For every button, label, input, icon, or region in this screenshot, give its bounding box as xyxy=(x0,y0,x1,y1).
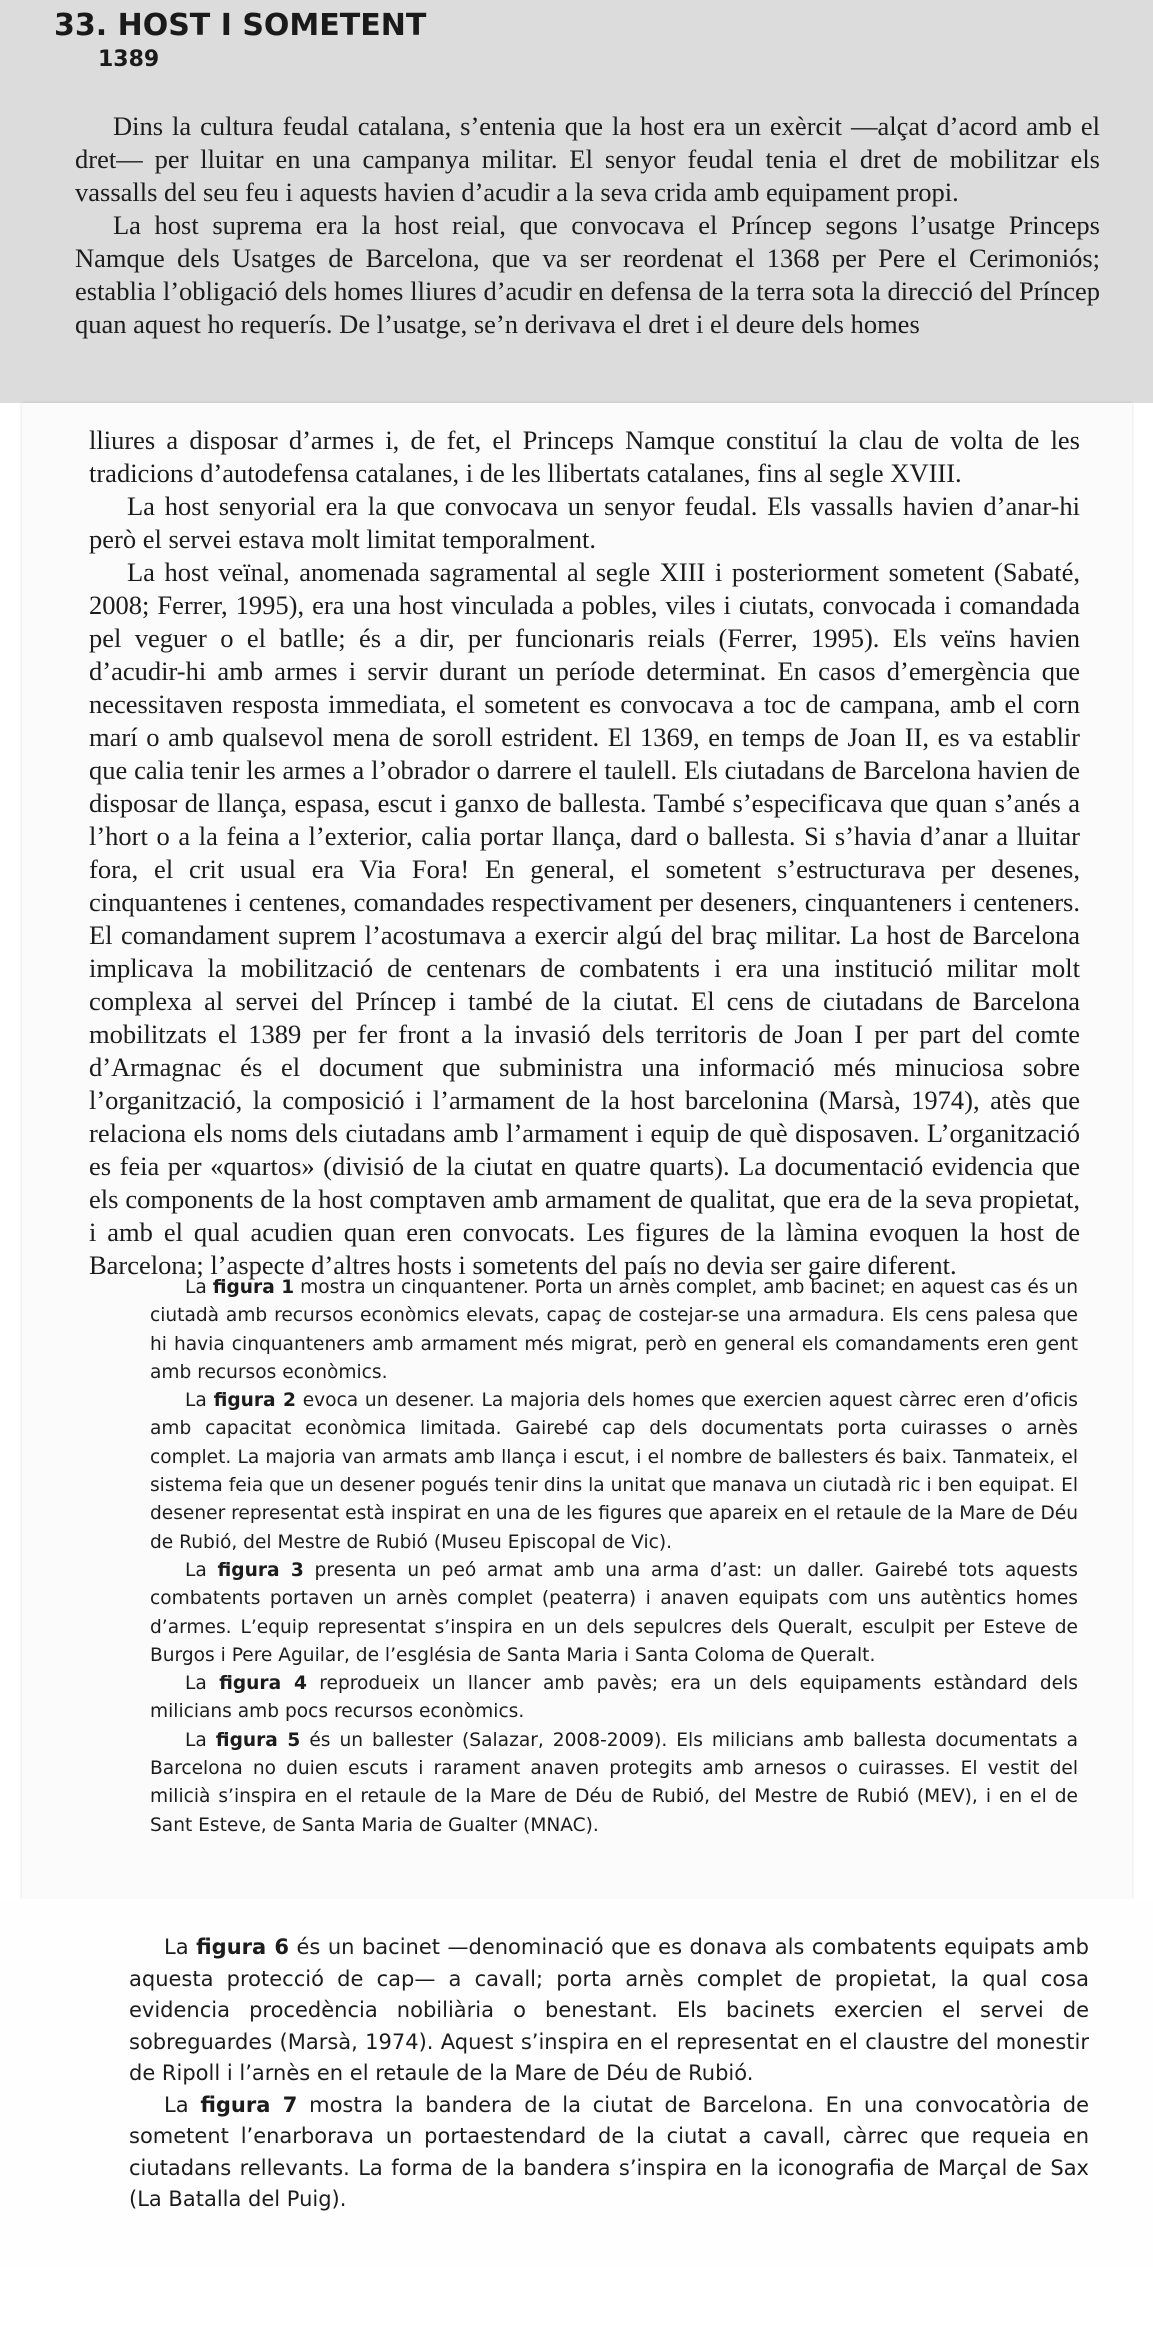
figure-note-lead: La xyxy=(185,1673,207,1695)
paragraph: Dins la cultura feudal catalana, s’entenia que la host era un exèrcit —alçat d’acord amb el dret— per lluitar en una campanya militar. El senyor feudal tenia el dret de mobilitzar els vassalls del seu feu i aquests havien d’acudir a la seva crida amb equipament propi. xyxy=(75,111,1100,207)
paragraph: lliures a disposar d’armes i, de fet, el Princeps Namque constituí la clau de volta de les tradicions d’autodefensa catalanes, i de les llibertats catalanes, fins al segle XVIII. xyxy=(89,425,1080,488)
figure-note-text: mostra un cinquantener. Porta un arnès complet, amb bacinet; en aquest cas és un ciutadà amb recursos econòmics elevats, capaç de costejar-se una armadura. Els cens palesa que hi havia cinquanteners amb armament més migrat, però en general els comandaments eren gent amb recursos econòmics. xyxy=(150,1277,1079,1383)
chapter-title: 33. HOST I SOMETENT xyxy=(54,8,427,43)
figure-note-label: figura 7 xyxy=(200,2092,298,2117)
figure-note-lead: La xyxy=(164,1935,189,1959)
intro-text-block xyxy=(75,110,1100,341)
figure-note-text: evoca un desener. La majoria dels homes que exercien aquest càrrec eren d’oficis amb capacitat econòmica limitada. Gairebé cap dels documentats porta cuirasses o arnès complet. La majoria van armats amb llança i escut, i el nombre de ballesters és baix. Tanmateix, el sistema feia que un desener pogués tenir dins la unitat que manava un ciutadà ric i ben equipat. El desener representat està inspirat en una de les figures que apareix en el retaule de la Mare de Déu de Rubió, del Mestre de Rubió (Museu Episcopal de Vic). xyxy=(150,1390,1078,1553)
figure-note-lead: La xyxy=(185,1729,207,1751)
chapter-header xyxy=(54,6,426,74)
figure-note-label: figura 1 xyxy=(212,1277,295,1298)
figure-note-lead: La xyxy=(185,1390,207,1412)
figure-note-label: figura 2 xyxy=(213,1390,296,1412)
figure-note-label: figura 5 xyxy=(215,1729,301,1751)
paragraph: La host veïnal, anomenada sagramental al segle XIII i posteriorment sometent (Sabaté, 2008; Ferrer, 1995), era una host vinculada a pobles, viles i ciutats, convocada i comandada pel veguer o el batlle; és a dir, per funcionaris reials (Ferrer, 1995). Els veïns havien d’acudir-hi amb armes i servir durant un període determinat. En casos d’emergència que necessitaven resposta immediata, el sometent es convocava a toc de campana, amb el corn marí o amb qualsevol mena de soroll estrident. El 1369, en temps de Joan II, es va establir que calia tenir les armes a l’obrador o darrere el taulell. Els ciutadans de Barcelona havien de disposar de llança, espasa, escut i ganxo de ballesta. També s’especificava que quan s’anés a l’hort o a la feina a l’exterior, calia portar llança, dard o ballesta. Si s’havia d’anar a lluitar fora, el crit usual era Via Fora! En general, el sometent s’estructurava per desenes, cinquantenes i centenes, comandades respectivament per deseners, cinquanteners i centeners. El comandament suprem l’acostumava a exercir algú del braç militar. La host de Barcelona implicava la mobilització de centenars de combatents i era una institució militar molt complexa al servei del Príncep i també de la ciutat. El cens de ciutadans de Barcelona mobilitzats el 1389 per fer front a la invasió dels territoris de Joan I per part del comte d’Armagnac és el document que subministra una informació més minuciosa sobre l’organització, la composició i l’armament de la host barcelonina (Marsà, 1974), atès que relaciona els noms dels ciutadans amb l’armament i equip de què disposaven. L’organització es feia per «quartos» (divisió de la ciutat en quatre quarts). La documentació evidencia que els components de la host comptaven amb armament de qualitat, que era de la seva propietat, i amb el qual acudien quan eren convocats. Les figures de la làmina evoquen la host de Barcelona; l’aspecte d’altres hosts i sometents del país no devia ser gaire diferent. xyxy=(89,557,1080,1280)
figure-note-text: és un bacinet —denominació que es donava als combatents equipats amb aquesta protecció de cap— a cavall; porta arnès complet de propietat, la qual cosa evidencia procedència nobiliària o benestant. Els bacinets exercien el servei de sobreguardes (Marsà, 1974). Aquest s’inspira en el representat en el claustre del monestir de Ripoll i l’arnès en el retaule de la Mare de Déu de Rubió. xyxy=(129,1935,1089,2085)
main-text-block xyxy=(89,424,1080,1282)
figure-note-lead: La xyxy=(164,2092,189,2117)
figure-note-label: figura 6 xyxy=(196,1935,289,1959)
chapter-year: 1389 xyxy=(98,47,160,72)
figure-note-5 xyxy=(150,1727,1078,1840)
figure-note-text: reprodueix un llancer amb pavès; era un dels equipaments estàndard dels milicians amb pocs recursos econòmics. xyxy=(150,1673,1078,1723)
bottom-notes-block xyxy=(129,1932,1089,2216)
figure-note-text: presenta un peó armat amb una arma d’ast: un daller. Gairebé tots aquests combatents portaven un arnès complet (peaterra) i anaven equipats com uns autèntics homes d’armes. L’equip representat s’inspira en un dels sepulcres dels Queralt, esculpit per Esteve de Burgos i Pere Aguilar, de l’església de Santa Maria i Santa Coloma de Queralt. xyxy=(150,1559,1078,1666)
figure-note-3 xyxy=(150,1557,1078,1670)
figure-note-text: mostra la bandera de la ciutat de Barcelona. En una convocatòria de sometent l’enarborava un portaestendard de la ciutat a cavall, càrrec que requeia en ciutadans rellevants. La forma de la bandera s’inspira en la iconografia de Marçal de Sax (La Batalla del Puig). xyxy=(129,2092,1089,2211)
paragraph: La host senyorial era la que convocava un senyor feudal. Els vassalls havien d’anar-hi però el servei estava molt limitat temporalment. xyxy=(89,491,1080,554)
paragraph: La host suprema era la host reial, que convocava el Príncep segons l’usatge Princeps Namque dels Usatges de Barcelona, que va ser reordenat el 1368 per Pere el Cerimoniós; establia l’obligació dels homes lliures d’acudir en defensa de la terra sota la direcció del Príncep quan aquest ho requerís. De l’usatge, se’n derivava el dret i el deure dels homes xyxy=(75,210,1100,339)
figure-note-6 xyxy=(129,1932,1089,2090)
figure-note-lead: La xyxy=(185,1559,207,1581)
figure-note-text: és un ballester (Salazar, 2008-2009). Els milicians amb ballesta documentats a Barcelona no duien escuts i rarament anaven protegits amb arnesos o cuirasses. El vestit del milicià s’inspira en el retaule de la Mare de Déu de Rubió, del Mestre de Rubió (MEV), i en el de Sant Esteve, de Santa Maria de Gualter (MNAC). xyxy=(150,1729,1078,1836)
figure-note-label: figura 4 xyxy=(219,1673,307,1695)
footer-margin xyxy=(0,2269,1153,2329)
figure-note-1 xyxy=(150,1274,1078,1387)
figure-note-7 xyxy=(129,2090,1089,2216)
figure-note-2 xyxy=(150,1387,1078,1557)
figure-note-label: figura 3 xyxy=(217,1559,304,1581)
figure-notes-block xyxy=(150,1274,1078,1840)
figure-note-lead: La xyxy=(185,1277,207,1298)
figure-note-4 xyxy=(150,1670,1078,1727)
